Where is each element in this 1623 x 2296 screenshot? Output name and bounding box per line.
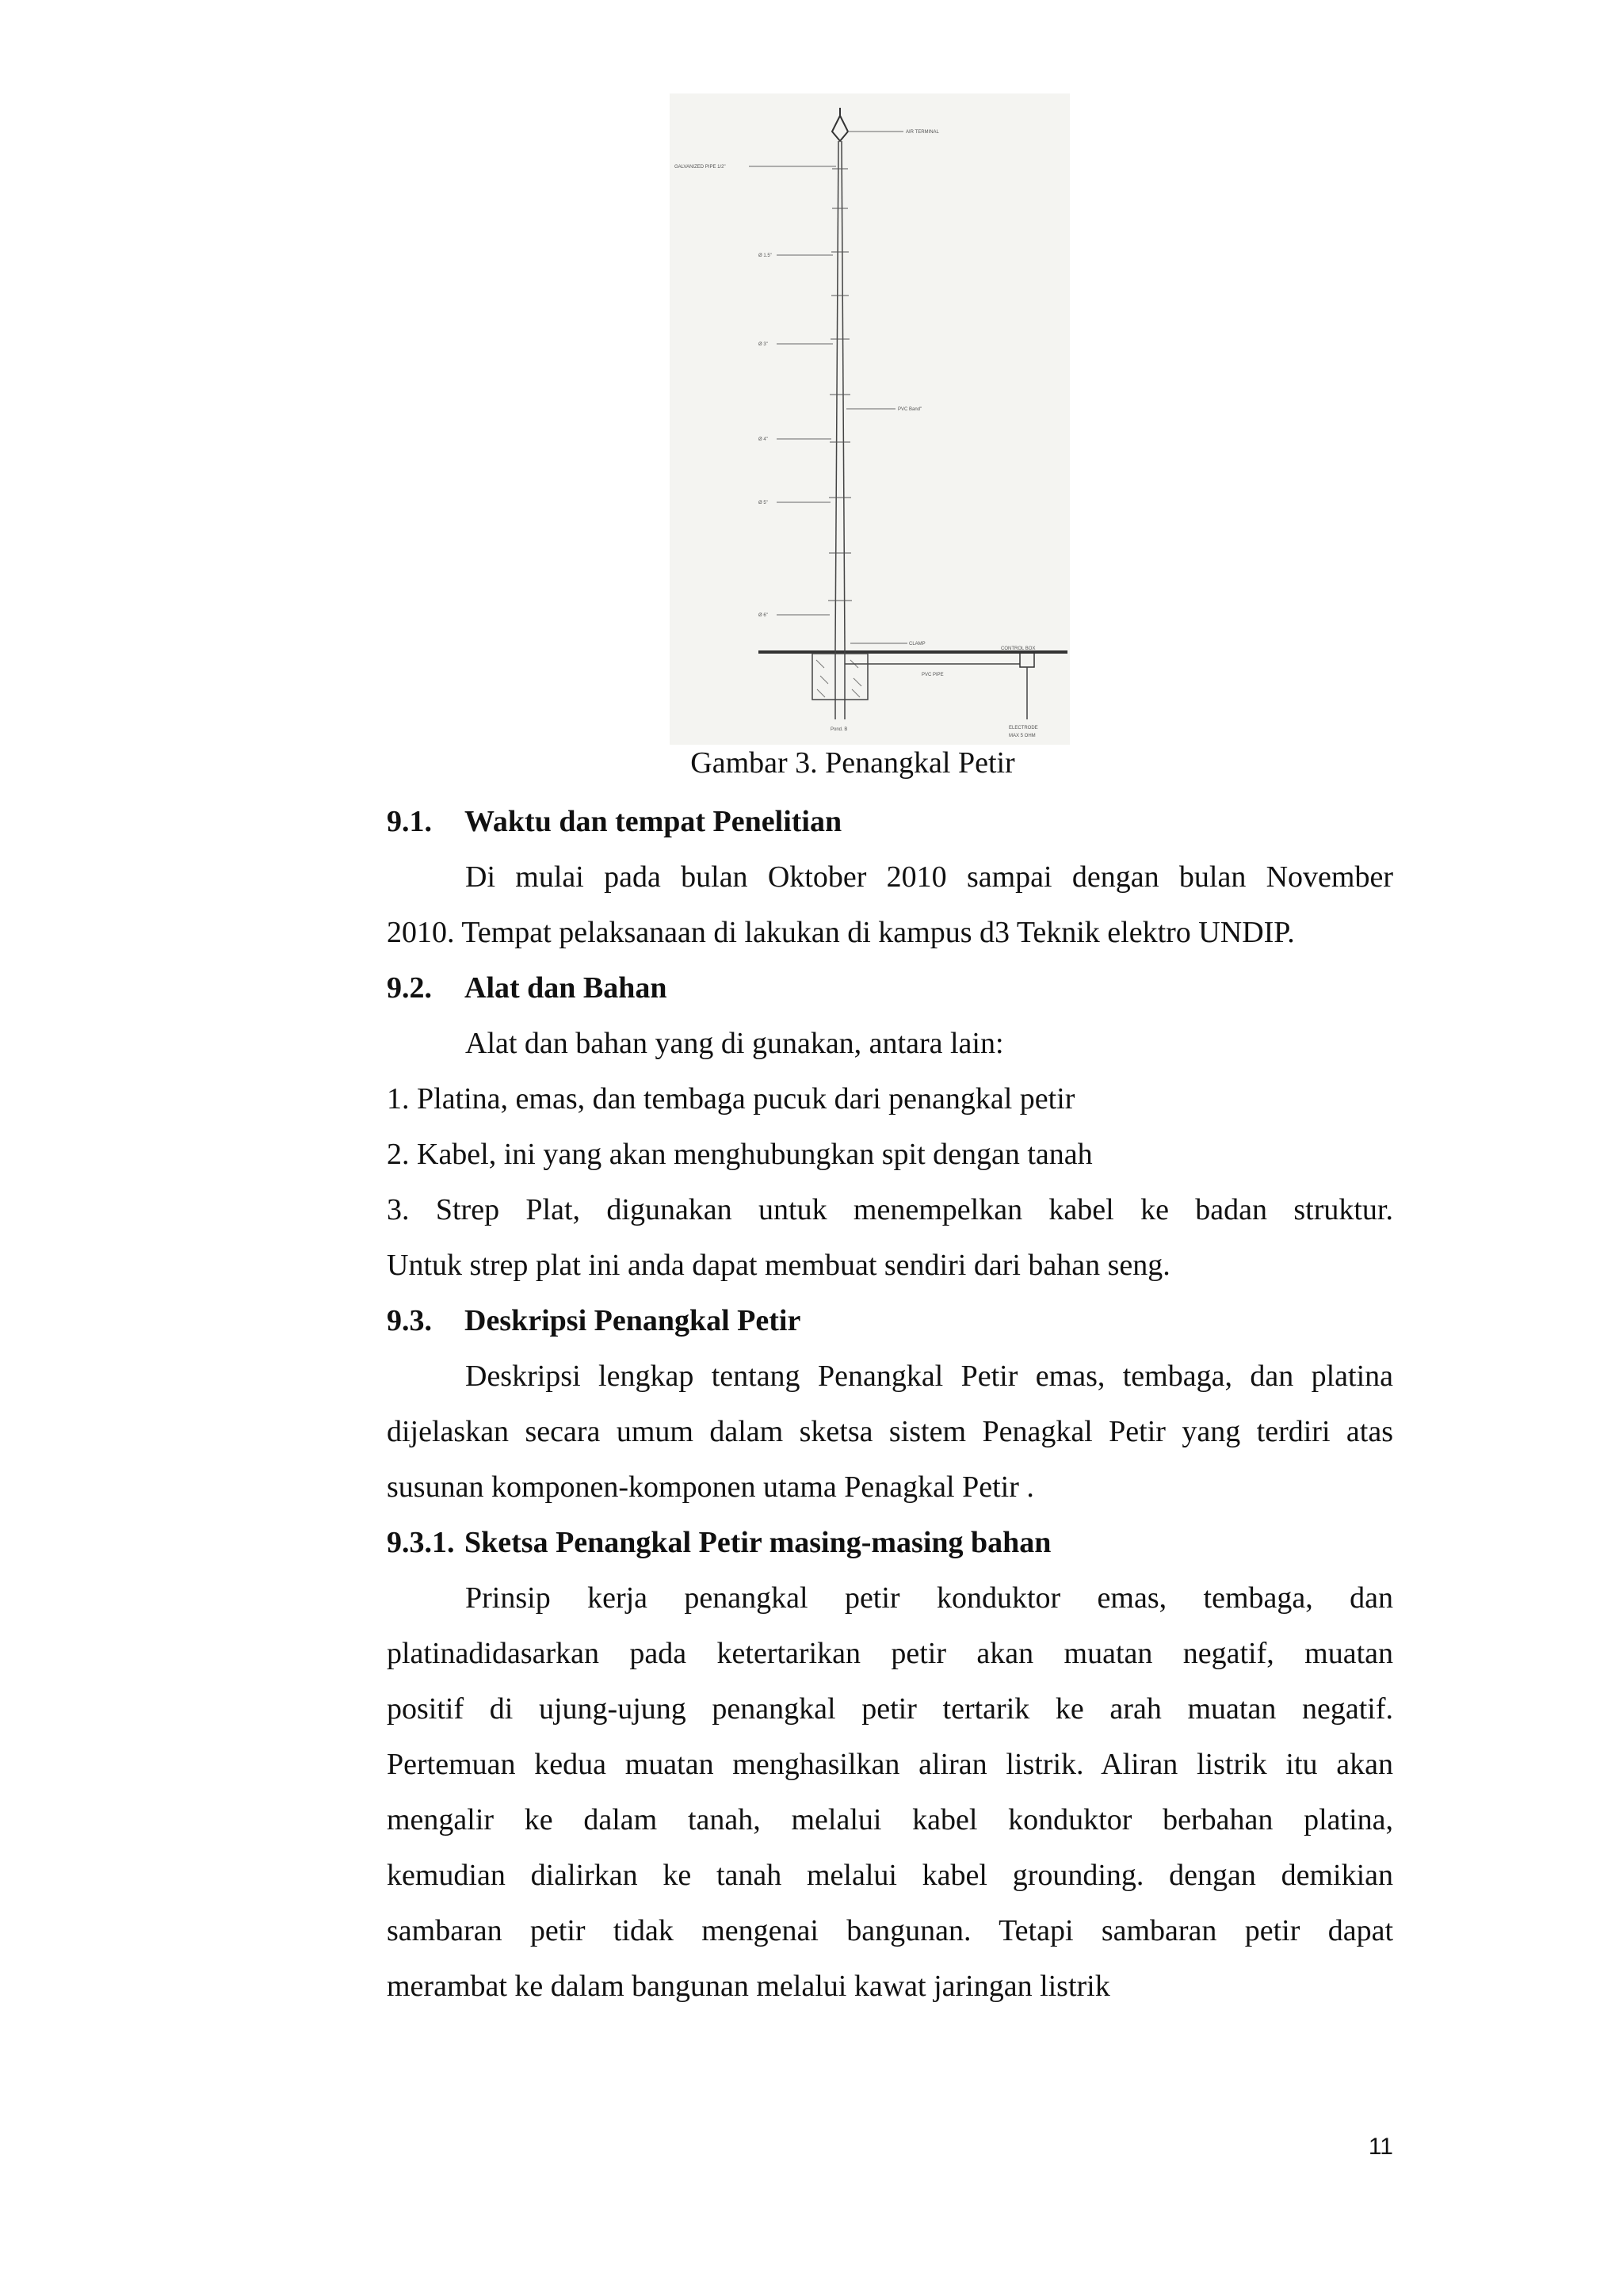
label-diameter-5: Ø 6": [758, 613, 768, 618]
paragraph-line: sambaran petir tidak mengenai bangunan. Tetapi sambaran petir dapat: [387, 1914, 1393, 1947]
paragraph-line: dijelaskan secara umum dalam sketsa sistem Penagkal Petir yang terdiri atas: [387, 1415, 1393, 1448]
paragraph-line: mengalir ke dalam tanah, melalui kabel konduktor berbahan platina,: [387, 1803, 1393, 1836]
label-pvc-pipe: PVC PIPE: [922, 673, 944, 677]
label-clamp: CLAMP: [909, 642, 926, 646]
section-title: Alat dan Bahan: [464, 971, 667, 1005]
paragraph-line: platinadidasarkan pada ketertarikan petir akan muatan negatif, muatan: [387, 1637, 1393, 1670]
section-title: Waktu dan tempat Penelitian: [464, 805, 842, 838]
label-base: Pond. B: [831, 727, 848, 732]
page-number: 11: [1368, 2134, 1393, 2160]
label-diameter-1: Ø 1.5": [758, 254, 772, 258]
section-number: 9.3.1.: [387, 1526, 455, 1559]
paragraph-line: Untuk strep plat ini anda dapat membuat sendiri dari bahan seng.: [387, 1249, 1170, 1282]
paragraph-line: Di mulai pada bulan Oktober 2010 sampai dengan bulan November: [465, 860, 1393, 894]
label-air-terminal: AIR TERMINAL: [906, 130, 939, 135]
figure-caption: Gambar 3. Penangkal Petir: [690, 746, 1015, 780]
paragraph-line: Prinsip kerja penangkal petir konduktor emas, tembaga, dan: [465, 1581, 1393, 1615]
lightning-rod-figure: [670, 93, 1070, 745]
heading-9-3-1: [387, 1523, 1051, 1562]
heading-9-3: [387, 1301, 800, 1341]
label-joint: PVC Band": [898, 407, 922, 412]
list-item: 1. Platina, emas, dan tembaga pucuk dari penangkal petir: [387, 1082, 1075, 1116]
heading-9-1: [387, 802, 842, 841]
label-diameter-4: Ø 5": [758, 501, 768, 505]
air-terminal-tip: [832, 116, 848, 141]
label-electrode: ELECTRODE: [1009, 726, 1038, 730]
lightning-rod-sketch: [670, 93, 1070, 745]
section-number: 9.2.: [387, 971, 432, 1005]
list-item: 3. Strep Plat, digunakan untuk menempelkan kabel ke badan struktur.: [387, 1193, 1393, 1226]
heading-9-2: [387, 968, 667, 1008]
paragraph-line: kemudian dialirkan ke tanah melalui kabel grounding. dengan demikian: [387, 1859, 1393, 1892]
section-title: Sketsa Penangkal Petir masing-masing bahan: [464, 1526, 1052, 1559]
label-diameter-3: Ø 4": [758, 437, 768, 442]
section-number: 9.3.: [387, 1304, 432, 1337]
label-diameter-2: Ø 3": [758, 342, 768, 347]
list-item: 2. Kabel, ini yang akan menghubungkan spit dengan tanah: [387, 1138, 1093, 1171]
label-resistance: MAX 5 OHM: [1009, 734, 1036, 738]
paragraph-line: Alat dan bahan yang di gunakan, antara lain:: [465, 1027, 1004, 1060]
paragraph-line: positif di ujung-ujung penangkal petir tertarik ke arah muatan negatif.: [387, 1692, 1393, 1726]
label-control-box: CONTROL BOX: [1001, 646, 1036, 651]
section-title: Deskripsi Penangkal Petir: [464, 1304, 801, 1337]
paragraph-line: 2010. Tempat pelaksanaan di lakukan di kampus d3 Teknik elektro UNDIP.: [387, 916, 1295, 949]
paragraph-line: Pertemuan kedua muatan menghasilkan aliran listrik. Aliran listrik itu akan: [387, 1748, 1393, 1781]
label-galvanized-pipe: GALVANIZED PIPE 1/2": [674, 165, 726, 170]
control-box: [1020, 653, 1034, 667]
paragraph-line: susunan komponen-komponen utama Penagkal Petir .: [387, 1470, 1034, 1504]
section-number: 9.1.: [387, 805, 432, 838]
paragraph-line: Deskripsi lengkap tentang Penangkal Petir emas, tembaga, dan platina: [465, 1360, 1393, 1393]
paragraph-line: merambat ke dalam bangunan melalui kawat jaringan listrik: [387, 1970, 1110, 2003]
